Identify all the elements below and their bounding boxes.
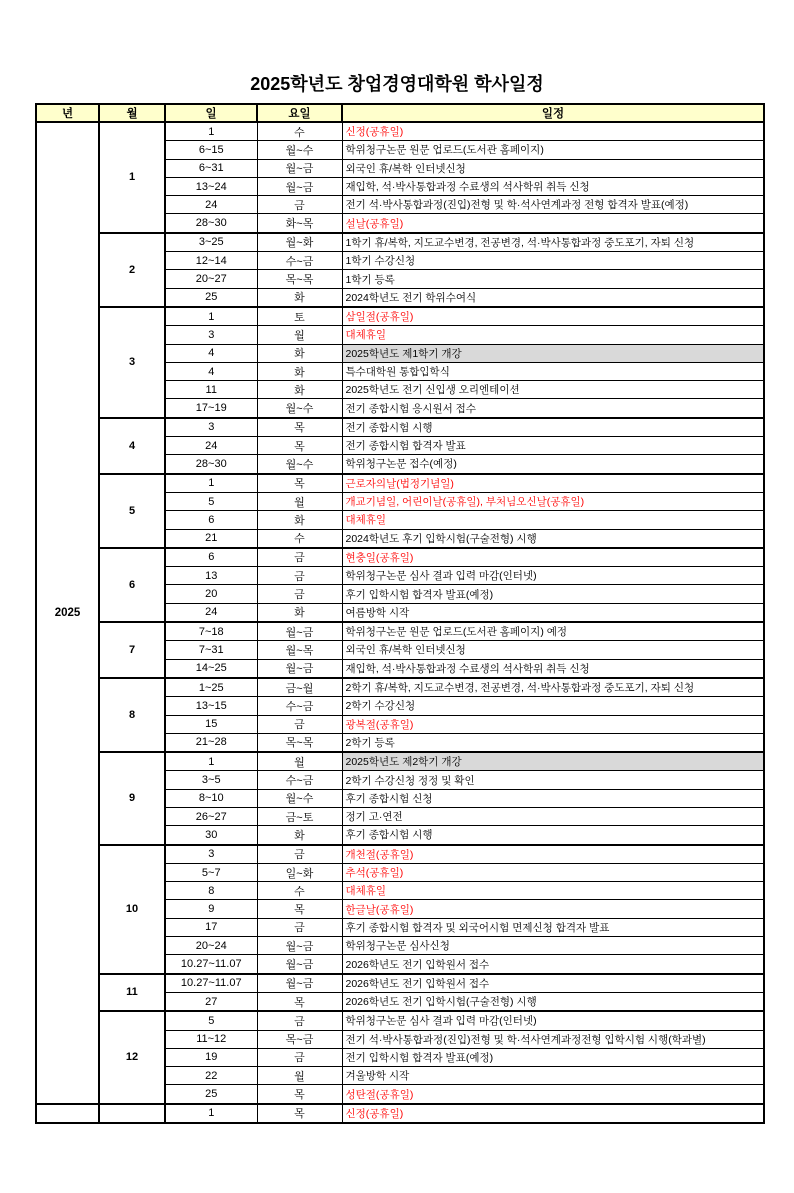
weekday-cell: 월~수 <box>257 399 342 418</box>
weekday-cell: 월~금 <box>257 159 342 177</box>
calendar-row <box>36 845 764 864</box>
schedule-cell: 2024학년도 후기 입학시험(구술전형) 시행 <box>342 529 764 548</box>
day-cell: 17~19 <box>165 399 257 418</box>
schedule-cell: 개교기념일, 어린이날(공휴일), 부처님오신날(공휴일) <box>342 492 764 510</box>
calendar-row <box>36 307 764 326</box>
weekday-cell: 일~화 <box>257 863 342 881</box>
schedule-cell: 후기 종합시험 시행 <box>342 826 764 845</box>
day-cell: 8~10 <box>165 789 257 807</box>
day-cell: 1~25 <box>165 678 257 697</box>
month-cell: 12 <box>99 1011 165 1103</box>
weekday-cell: 목 <box>257 900 342 918</box>
schedule-cell: 외국인 휴/복학 인터넷신청 <box>342 159 764 177</box>
schedule-cell: 2학기 등록 <box>342 733 764 752</box>
month-cell: 4 <box>99 418 165 474</box>
calendar-row <box>36 474 764 493</box>
day-cell: 10.27~11.07 <box>165 955 257 974</box>
schedule-cell: 학위청구논문 원문 업로드(도서관 홈페이지) 예정 <box>342 622 764 641</box>
day-cell: 4 <box>165 344 257 362</box>
weekday-cell: 월~금 <box>257 955 342 974</box>
weekday-cell: 화 <box>257 344 342 362</box>
schedule-cell: 겨울방학 시작 <box>342 1067 764 1085</box>
day-cell: 5~7 <box>165 863 257 881</box>
day-cell: 28~30 <box>165 455 257 474</box>
weekday-cell: 화 <box>257 381 342 399</box>
schedule-cell: 1학기 등록 <box>342 270 764 288</box>
weekday-cell: 월~화 <box>257 233 342 252</box>
day-cell: 26~27 <box>165 807 257 825</box>
weekday-cell: 수 <box>257 529 342 548</box>
schedule-cell: 2024학년도 전기 학위수여식 <box>342 288 764 307</box>
day-cell: 13 <box>165 567 257 585</box>
weekday-cell: 금 <box>257 918 342 936</box>
weekday-cell: 월 <box>257 1067 342 1085</box>
weekday-cell: 목 <box>257 437 342 455</box>
weekday-cell: 금 <box>257 567 342 585</box>
schedule-cell: 신정(공휴일) <box>342 122 764 141</box>
calendar-row <box>36 418 764 437</box>
weekday-cell: 화 <box>257 288 342 307</box>
weekday-cell: 금 <box>257 715 342 733</box>
weekday-cell: 목 <box>257 992 342 1011</box>
weekday-cell: 목~목 <box>257 270 342 288</box>
weekday-cell: 토 <box>257 307 342 326</box>
day-cell: 7~31 <box>165 641 257 659</box>
day-cell: 6~31 <box>165 159 257 177</box>
weekday-cell: 금 <box>257 1011 342 1030</box>
schedule-cell: 대체휴일 <box>342 511 764 529</box>
weekday-cell: 수~금 <box>257 252 342 270</box>
month-cell: 7 <box>99 622 165 678</box>
month-cell: 3 <box>99 307 165 418</box>
column-header-weekday: 요일 <box>257 104 342 122</box>
calendar-body <box>36 122 764 1123</box>
month-cell: 11 <box>99 974 165 1012</box>
weekday-cell: 목~목 <box>257 733 342 752</box>
page-title: 2025학년도 창업경영대학원 학사일정 <box>250 74 544 94</box>
day-cell: 13~24 <box>165 177 257 195</box>
day-cell: 14~25 <box>165 659 257 678</box>
schedule-cell: 학위청구논문 심사 결과 입력 마감(인터넷) <box>342 567 764 585</box>
weekday-cell: 월~수 <box>257 789 342 807</box>
schedule-cell: 특수대학원 통합입학식 <box>342 362 764 380</box>
schedule-cell: 2025학년도 전기 신입생 오리엔테이션 <box>342 381 764 399</box>
weekday-cell: 수 <box>257 882 342 900</box>
calendar-row <box>36 233 764 252</box>
month-cell: 5 <box>99 474 165 548</box>
day-cell: 12~14 <box>165 252 257 270</box>
schedule-cell: 후기 종합시험 신청 <box>342 789 764 807</box>
schedule-cell: 성탄절(공휴일) <box>342 1085 764 1104</box>
weekday-cell: 월 <box>257 492 342 510</box>
weekday-cell: 수 <box>257 122 342 141</box>
weekday-cell: 금 <box>257 548 342 567</box>
month-cell: 8 <box>99 678 165 752</box>
schedule-cell: 전기 석·박사통합과정(진입)전형 및 학·석사연계과정 전형 합격자 발표(예정) <box>342 196 764 214</box>
day-cell: 7~18 <box>165 622 257 641</box>
day-cell: 3~25 <box>165 233 257 252</box>
month-cell: 9 <box>99 752 165 844</box>
calendar-row <box>36 1011 764 1030</box>
column-header-month: 월 <box>99 104 165 122</box>
weekday-cell: 금 <box>257 845 342 864</box>
academic-calendar-table <box>35 103 765 1124</box>
weekday-cell: 금~월 <box>257 678 342 697</box>
day-cell: 30 <box>165 826 257 845</box>
day-cell: 25 <box>165 288 257 307</box>
calendar-row <box>36 752 764 771</box>
weekday-cell: 금 <box>257 585 342 603</box>
weekday-cell: 월~금 <box>257 659 342 678</box>
day-cell: 28~30 <box>165 214 257 233</box>
schedule-cell: 학위청구논문 접수(예정) <box>342 455 764 474</box>
day-cell: 22 <box>165 1067 257 1085</box>
schedule-cell: 대체휴일 <box>342 326 764 344</box>
column-header-schedule: 일정 <box>342 104 764 122</box>
weekday-cell: 월~금 <box>257 622 342 641</box>
schedule-cell: 한글날(공휴일) <box>342 900 764 918</box>
schedule-cell: 전기 종합시험 합격자 발표 <box>342 437 764 455</box>
schedule-cell: 재입학, 석·박사통합과정 수료생의 석사학위 취득 신청 <box>342 177 764 195</box>
day-cell: 25 <box>165 1085 257 1104</box>
month-cell: 2 <box>99 233 165 307</box>
day-cell: 11 <box>165 381 257 399</box>
day-cell: 9 <box>165 900 257 918</box>
schedule-cell: 1학기 휴/복학, 지도교수변경, 전공변경, 석·박사통합과정 중도포기, 자퇴 신청 <box>342 233 764 252</box>
schedule-cell: 전기 종합시험 시행 <box>342 418 764 437</box>
schedule-cell: 외국인 휴/복학 인터넷신청 <box>342 641 764 659</box>
day-cell: 4 <box>165 362 257 380</box>
schedule-cell: 추석(공휴일) <box>342 863 764 881</box>
weekday-cell: 목~금 <box>257 1030 342 1048</box>
weekday-cell: 월~금 <box>257 937 342 955</box>
schedule-cell: 전기 입학시험 합격자 발표(예정) <box>342 1048 764 1066</box>
weekday-cell: 목 <box>257 474 342 493</box>
day-cell: 1 <box>165 752 257 771</box>
day-cell: 24 <box>165 603 257 622</box>
column-header-year: 년 <box>36 104 99 122</box>
calendar-row <box>36 548 764 567</box>
weekday-cell: 월~수 <box>257 455 342 474</box>
day-cell: 21~28 <box>165 733 257 752</box>
calendar-row <box>36 622 764 641</box>
day-cell: 24 <box>165 437 257 455</box>
day-cell: 6 <box>165 511 257 529</box>
weekday-cell: 금~토 <box>257 807 342 825</box>
day-cell: 20~24 <box>165 937 257 955</box>
day-cell: 5 <box>165 1011 257 1030</box>
schedule-cell: 전기 석·박사통합과정(진입)전형 및 학·석사연계과정전형 입학시험 시행(학과별) <box>342 1030 764 1048</box>
calendar-row <box>36 678 764 697</box>
day-cell: 3 <box>165 418 257 437</box>
weekday-cell: 화 <box>257 362 342 380</box>
column-header-day: 일 <box>165 104 257 122</box>
month-cell: 10 <box>99 845 165 974</box>
weekday-cell: 수~금 <box>257 697 342 715</box>
calendar-row <box>36 1104 764 1123</box>
schedule-cell: 2025학년도 제1학기 개강 <box>342 344 764 362</box>
weekday-cell: 월~금 <box>257 177 342 195</box>
weekday-cell: 화 <box>257 511 342 529</box>
day-cell: 11~12 <box>165 1030 257 1048</box>
day-cell: 20~27 <box>165 270 257 288</box>
weekday-cell: 목 <box>257 418 342 437</box>
weekday-cell: 금 <box>257 1048 342 1066</box>
weekday-cell: 금 <box>257 196 342 214</box>
schedule-cell: 후기 종합시험 합격자 및 외국어시험 면제신청 합격자 발표 <box>342 918 764 936</box>
schedule-cell: 삼일절(공휴일) <box>342 307 764 326</box>
schedule-cell: 설날(공휴일) <box>342 214 764 233</box>
schedule-cell: 여름방학 시작 <box>342 603 764 622</box>
day-cell: 3 <box>165 326 257 344</box>
weekday-cell: 월 <box>257 752 342 771</box>
schedule-cell: 2026학년도 전기 입학원서 접수 <box>342 974 764 993</box>
calendar-row <box>36 974 764 993</box>
weekday-cell: 화 <box>257 603 342 622</box>
weekday-cell: 화 <box>257 826 342 845</box>
schedule-cell: 전기 종합시험 응시원서 접수 <box>342 399 764 418</box>
day-cell: 13~15 <box>165 697 257 715</box>
schedule-cell: 2학기 수강신청 정정 및 확인 <box>342 771 764 789</box>
weekday-cell: 목 <box>257 1085 342 1104</box>
weekday-cell: 목 <box>257 1104 342 1123</box>
day-cell: 20 <box>165 585 257 603</box>
schedule-cell: 신정(공휴일) <box>342 1104 764 1123</box>
schedule-cell: 학위청구논문 심사 결과 입력 마감(인터넷) <box>342 1011 764 1030</box>
day-cell: 27 <box>165 992 257 1011</box>
day-cell: 24 <box>165 196 257 214</box>
day-cell: 6 <box>165 548 257 567</box>
schedule-cell: 현충일(공휴일) <box>342 548 764 567</box>
weekday-cell: 월 <box>257 326 342 344</box>
day-cell: 15 <box>165 715 257 733</box>
day-cell: 19 <box>165 1048 257 1066</box>
schedule-cell: 2026학년도 전기 입학원서 접수 <box>342 955 764 974</box>
day-cell: 17 <box>165 918 257 936</box>
schedule-cell: 학위청구논문 심사신청 <box>342 937 764 955</box>
day-cell: 6~15 <box>165 141 257 159</box>
year-cell: 2025 <box>36 122 99 1104</box>
schedule-cell: 2026학년도 전기 입학시험(구술전형) 시행 <box>342 992 764 1011</box>
day-cell: 8 <box>165 882 257 900</box>
month-cell: 1 <box>99 122 165 233</box>
schedule-cell: 2025학년도 제2학기 개강 <box>342 752 764 771</box>
schedule-cell: 재입학, 석·박사통합과정 수료생의 석사학위 취득 신청 <box>342 659 764 678</box>
weekday-cell: 월~목 <box>257 641 342 659</box>
schedule-cell: 근로자의날(법정기념일) <box>342 474 764 493</box>
year-cell <box>36 1104 99 1123</box>
weekday-cell: 월~금 <box>257 974 342 993</box>
weekday-cell: 화~목 <box>257 214 342 233</box>
day-cell: 3 <box>165 845 257 864</box>
schedule-cell: 2학기 수강신청 <box>342 697 764 715</box>
calendar-row <box>36 122 764 141</box>
day-cell: 1 <box>165 122 257 141</box>
day-cell: 1 <box>165 1104 257 1123</box>
day-cell: 1 <box>165 474 257 493</box>
day-cell: 1 <box>165 307 257 326</box>
weekday-cell: 월~수 <box>257 141 342 159</box>
schedule-cell: 2학기 휴/복학, 지도교수변경, 전공변경, 석·박사통합과정 중도포기, 자퇴 신청 <box>342 678 764 697</box>
schedule-cell: 학위청구논문 원문 업로드(도서관 홈페이지) <box>342 141 764 159</box>
schedule-cell: 대체휴일 <box>342 882 764 900</box>
header-row <box>36 104 764 122</box>
day-cell: 10.27~11.07 <box>165 974 257 993</box>
weekday-cell: 수~금 <box>257 771 342 789</box>
schedule-cell: 정기 고·연전 <box>342 807 764 825</box>
day-cell: 5 <box>165 492 257 510</box>
day-cell: 21 <box>165 529 257 548</box>
schedule-cell: 1학기 수강신청 <box>342 252 764 270</box>
day-cell: 3~5 <box>165 771 257 789</box>
schedule-cell: 광복절(공휴일) <box>342 715 764 733</box>
month-cell <box>99 1104 165 1123</box>
schedule-cell: 개천절(공휴일) <box>342 845 764 864</box>
schedule-cell: 후기 입학시험 합격자 발표(예정) <box>342 585 764 603</box>
month-cell: 6 <box>99 548 165 622</box>
